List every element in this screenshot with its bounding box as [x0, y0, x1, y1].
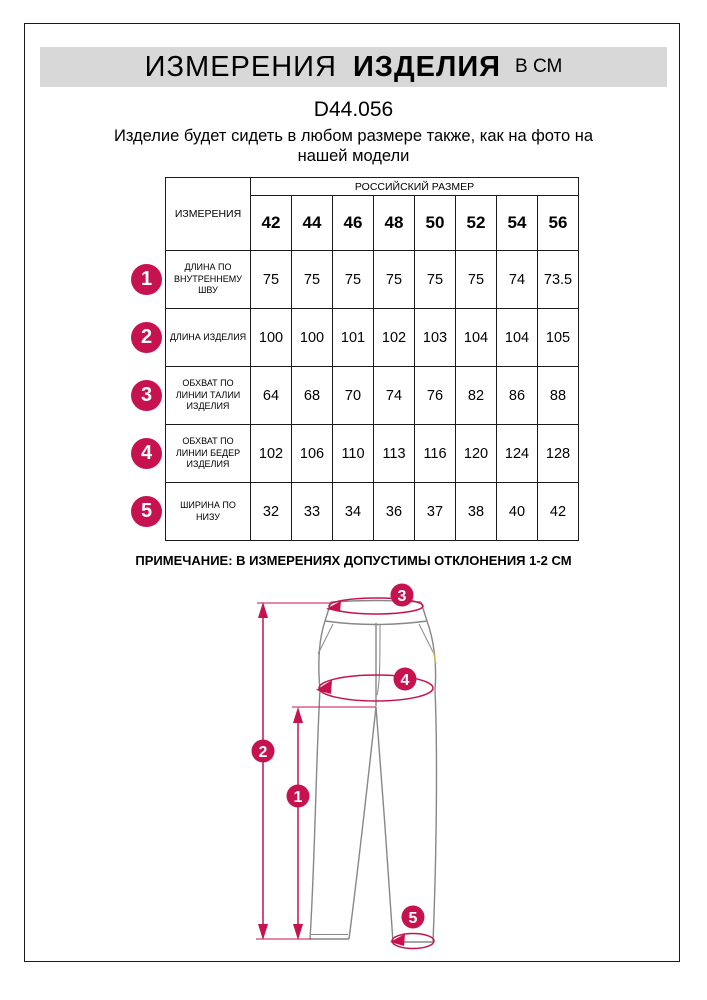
measurement-value: 104 — [456, 309, 497, 367]
measurement-value: 74 — [374, 367, 415, 425]
measurement-value: 38 — [456, 483, 497, 541]
measurement-value: 33 — [292, 483, 333, 541]
measurement-value: 40 — [497, 483, 538, 541]
measurements-column-header: ИЗМЕРЕНИЯ — [166, 178, 251, 251]
full-length-arrowhead-bottom — [258, 924, 268, 940]
measurement-value: 32 — [251, 483, 292, 541]
pants-outline — [310, 601, 436, 943]
measurement-value: 70 — [333, 367, 374, 425]
inseam-arrowhead-bottom — [293, 924, 303, 940]
size-col-header: 54 — [497, 196, 538, 251]
marker-number-3: 3 — [397, 587, 407, 605]
measurement-value: 75 — [374, 251, 415, 309]
measurement-value: 68 — [292, 367, 333, 425]
measurement-value: 116 — [415, 425, 456, 483]
measurement-value: 100 — [251, 309, 292, 367]
left-inner-seam — [349, 707, 376, 939]
size-col-header: 46 — [333, 196, 374, 251]
measurement-value: 42 — [538, 483, 579, 541]
tolerance-note: ПРИМЕЧАНИЕ: В ИЗМЕРЕНИЯХ ДОПУСТИМЫ ОТКЛОНЕНИЯ 1-2 СМ — [135, 553, 572, 568]
fly-stitch — [377, 625, 380, 695]
measurement-value: 75 — [333, 251, 374, 309]
product-code: D44.056 — [313, 98, 394, 121]
marker-number-2: 2 — [258, 743, 268, 761]
measurement-value: 124 — [497, 425, 538, 483]
measurement-value: 106 — [292, 425, 333, 483]
left-outer-seam — [310, 621, 325, 939]
right-inner-seam — [376, 707, 393, 942]
measurement-label: ДЛИНА ИЗДЕЛИЯ — [166, 309, 251, 367]
measurement-value: 37 — [415, 483, 456, 541]
measurement-value: 74 — [497, 251, 538, 309]
measurement-value: 128 — [538, 425, 579, 483]
full-length-arrowhead-top — [258, 602, 268, 618]
measurement-value: 75 — [456, 251, 497, 309]
size-col-header: 44 — [292, 196, 333, 251]
marker-number-4: 4 — [400, 671, 410, 689]
pants-diagram — [230, 580, 480, 975]
measurement-value: 76 — [415, 367, 456, 425]
measurement-overlays — [256, 598, 434, 949]
measurement-value: 82 — [456, 367, 497, 425]
measurement-value: 100 — [292, 309, 333, 367]
size-col-header: 52 — [456, 196, 497, 251]
measurement-value: 73.5 — [538, 251, 579, 309]
measurement-value: 34 — [333, 483, 374, 541]
marker-number-1: 1 — [293, 788, 303, 806]
marker-number-5: 5 — [408, 909, 418, 927]
title-bar — [40, 47, 667, 87]
title-measurements: ИЗМЕРЕНИЯ — [144, 50, 337, 83]
measurement-value: 110 — [333, 425, 374, 483]
measurement-value: 120 — [456, 425, 497, 483]
measurement-value: 103 — [415, 309, 456, 367]
measurement-value: 36 — [374, 483, 415, 541]
row-number-badge: 5 — [131, 496, 162, 527]
row-number-badge: 1 — [131, 264, 162, 295]
row-number-badge: 3 — [131, 380, 162, 411]
right-outer-seam — [427, 621, 436, 942]
measurement-value: 101 — [333, 309, 374, 367]
size-col-header: 42 — [251, 196, 292, 251]
measurement-value: 88 — [538, 367, 579, 425]
russian-size-header: РОССИЙСКИЙ РАЗМЕР — [251, 178, 579, 196]
size-col-header: 48 — [374, 196, 415, 251]
size-col-header: 50 — [415, 196, 456, 251]
measurement-value: 105 — [538, 309, 579, 367]
measurement-label: ДЛИНА ПО ВНУТРЕННЕМУ ШВУ — [166, 251, 251, 309]
measurement-label: ШИРИНА ПО НИЗУ — [166, 483, 251, 541]
measurement-row — [166, 367, 579, 425]
measurement-value: 102 — [251, 425, 292, 483]
measurement-value: 75 — [251, 251, 292, 309]
row-number-badge: 2 — [131, 322, 162, 353]
title-product-word: ИЗДЕЛИЯ — [352, 50, 502, 83]
diagram-marker-badges — [252, 584, 425, 929]
fit-description: Изделие будет сидеть в любом размере также, как на фото на нашей модели — [113, 127, 594, 166]
measurement-value: 113 — [374, 425, 415, 483]
measurement-value: 104 — [497, 309, 538, 367]
row-number-badge: 4 — [131, 438, 162, 469]
title-unit: В СМ — [515, 56, 563, 77]
measurement-value: 75 — [415, 251, 456, 309]
measurement-row — [166, 251, 579, 309]
size-col-header: 56 — [538, 196, 579, 251]
size-group-header-row — [166, 178, 579, 196]
measurement-value: 86 — [497, 367, 538, 425]
measurement-label: ОБХВАТ ПО ЛИНИИ ТАЛИИ ИЗДЕЛИЯ — [166, 367, 251, 425]
measurement-value: 75 — [292, 251, 333, 309]
inseam-arrowhead-top — [293, 707, 303, 723]
measurement-value: 102 — [374, 309, 415, 367]
measurement-value: 64 — [251, 367, 292, 425]
measurement-row — [166, 309, 579, 367]
measurement-label: ОБХВАТ ПО ЛИНИИ БЕДЕР ИЗДЕЛИЯ — [166, 425, 251, 483]
measurement-row — [166, 483, 579, 541]
measurement-row — [166, 425, 579, 483]
size-table — [165, 177, 579, 541]
